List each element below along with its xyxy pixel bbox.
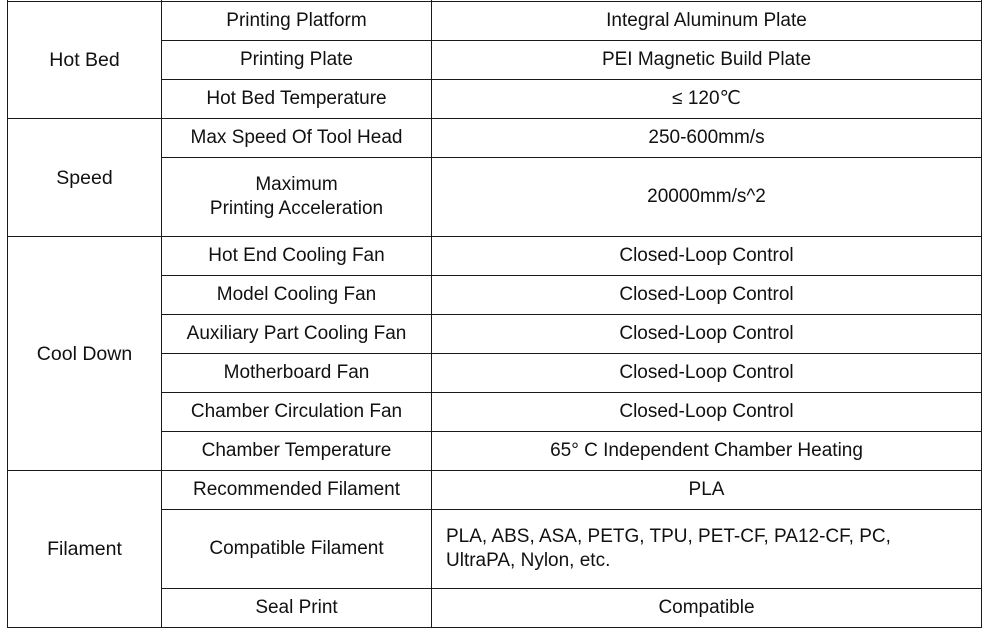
parameter-cell: Auxiliary Part Cooling Fan [162, 315, 432, 354]
parameter-cell: Printing Platform [162, 2, 432, 41]
group-label-filament: Filament [8, 471, 162, 628]
table-row [8, 119, 982, 158]
spec-table [7, 0, 982, 628]
parameter-cell: Seal Print [162, 589, 432, 628]
value-cell: ≤ 120℃ [432, 80, 982, 119]
parameter-cell: Chamber Temperature [162, 432, 432, 471]
parameter-cell: Max Speed Of Tool Head [162, 119, 432, 158]
value-cell: 250-600mm/s [432, 119, 982, 158]
value-cell: Integral Aluminum Plate [432, 2, 982, 41]
value-cell: Compatible [432, 589, 982, 628]
value-cell: Closed-Loop Control [432, 276, 982, 315]
parameter-cell [162, 158, 432, 237]
parameter-cell: Chamber Circulation Fan [162, 393, 432, 432]
parameter-cell: Motherboard Fan [162, 354, 432, 393]
parameter-line: Maximum [255, 174, 338, 195]
value-cell: PLA [432, 471, 982, 510]
value-cell: Closed-Loop Control [432, 393, 982, 432]
parameter-cell: Hot Bed Temperature [162, 80, 432, 119]
value-cell [432, 510, 982, 589]
group-label-speed: Speed [8, 119, 162, 237]
table-row [8, 2, 982, 41]
group-label-hot-bed: Hot Bed [8, 2, 162, 119]
value-cell: Closed-Loop Control [432, 315, 982, 354]
value-cell: PEI Magnetic Build Plate [432, 41, 982, 80]
group-label-cool-down: Cool Down [8, 237, 162, 471]
value-cell: 20000mm/s^2 [432, 158, 982, 237]
table-row [8, 471, 982, 510]
table-row [8, 237, 982, 276]
value-line: UltraPA, Nylon, etc. [446, 550, 611, 571]
value-cell: Closed-Loop Control [432, 237, 982, 276]
value-line: PLA, ABS, ASA, PETG, TPU, PET-CF, PA12-CF, PC, [446, 526, 891, 547]
value-cell: Closed-Loop Control [432, 354, 982, 393]
parameter-line: Printing Acceleration [209, 198, 384, 219]
value-cell: 65° C Independent Chamber Heating [432, 432, 982, 471]
parameter-cell: Recommended Filament [162, 471, 432, 510]
parameter-cell: Printing Plate [162, 41, 432, 80]
parameter-cell: Hot End Cooling Fan [162, 237, 432, 276]
parameter-cell: Compatible Filament [162, 510, 432, 589]
parameter-cell: Model Cooling Fan [162, 276, 432, 315]
